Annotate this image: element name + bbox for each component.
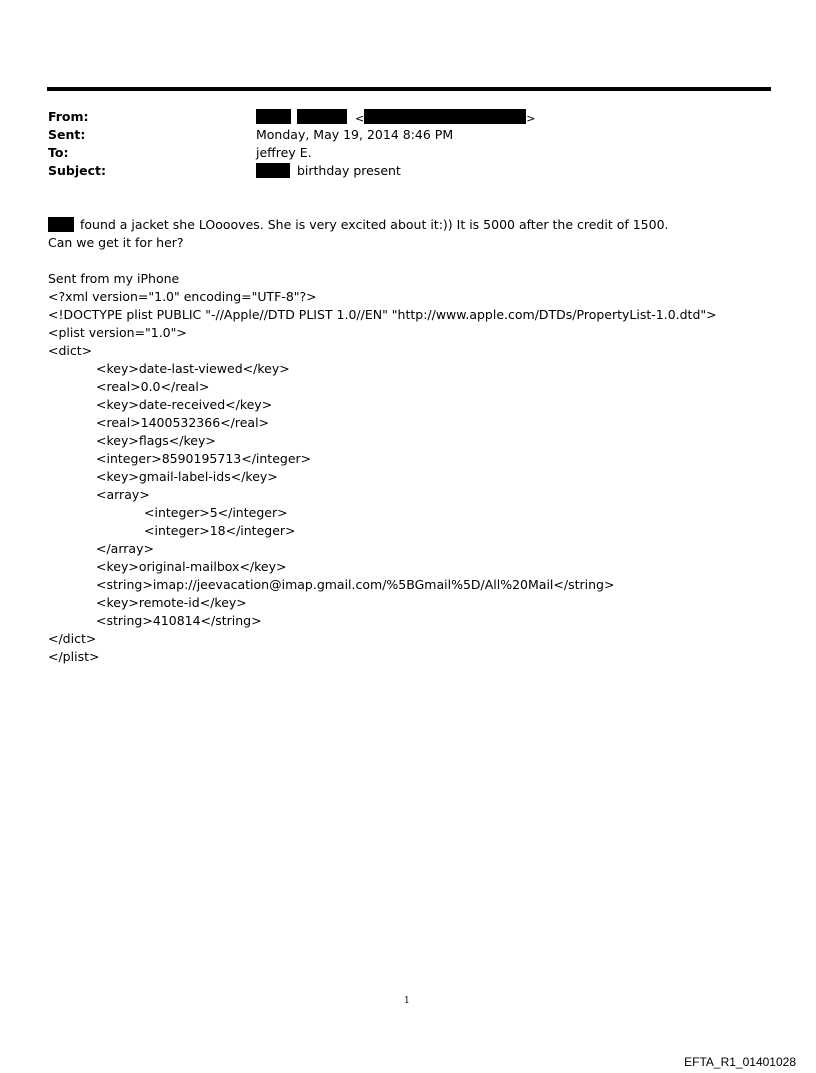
plist-line: </plist> bbox=[48, 649, 100, 664]
subject-value bbox=[256, 162, 401, 180]
subject-label: Subject: bbox=[48, 163, 106, 178]
plist-line: <real>0.0</real> bbox=[96, 379, 210, 394]
plist-line: <?xml version="1.0" encoding="UTF-8"?> bbox=[48, 289, 317, 304]
document-id: EFTA_R1_01401028 bbox=[684, 1055, 796, 1069]
sent-value: Monday, May 19, 2014 8:46 PM bbox=[256, 127, 454, 142]
plist-line: <key>date-received</key> bbox=[96, 397, 273, 412]
redaction-sender-first-name bbox=[256, 109, 291, 124]
plist-line: <real>1400532366</real> bbox=[96, 415, 270, 430]
plist-line: <string>410814</string> bbox=[96, 613, 262, 628]
plist-line: <integer>8590195713</integer> bbox=[96, 451, 312, 466]
redaction-sender-last-name bbox=[297, 109, 347, 124]
to-value: jeffrey E. bbox=[256, 145, 312, 160]
plist-line: </dict> bbox=[48, 631, 97, 646]
plist-line: <dict> bbox=[48, 343, 93, 358]
redaction-subject-name bbox=[256, 163, 290, 178]
from-open-bracket: < bbox=[354, 112, 365, 125]
message-text-1: found a jacket she LOoooves. She is very excited about it:)) It is 5000 after the credit of 1500. bbox=[79, 217, 669, 232]
from-value bbox=[256, 108, 535, 128]
plist-line: <key>date-last-viewed</key> bbox=[96, 361, 290, 376]
redaction-sender-email bbox=[364, 109, 526, 124]
plist-line: <!DOCTYPE plist PUBLIC "-//Apple//DTD PLIST 1.0//EN" "http://www.apple.com/DTDs/PropertyList-1.0.dtd"> bbox=[48, 307, 717, 322]
plist-line: <key>remote-id</key> bbox=[96, 595, 247, 610]
from-label: From: bbox=[48, 109, 89, 124]
plist-line: <integer>5</integer> bbox=[144, 505, 288, 520]
plist-line: <key>gmail-label-ids</key> bbox=[96, 469, 278, 484]
page-number: 1 bbox=[404, 996, 410, 1006]
plist-line: <key>flags</key> bbox=[96, 433, 216, 448]
redaction-body-name bbox=[48, 217, 74, 232]
sent-label: Sent: bbox=[48, 127, 86, 142]
message-line-1 bbox=[48, 216, 669, 234]
signature-line: Sent from my iPhone bbox=[48, 271, 180, 286]
plist-line: <array> bbox=[96, 487, 150, 502]
from-close-bracket: > bbox=[526, 112, 536, 125]
plist-line: <string>imap://jeevacation@imap.gmail.com/%5BGmail%5D/All%20Mail</string> bbox=[96, 577, 615, 592]
plist-line: </array> bbox=[96, 541, 154, 556]
header-divider bbox=[47, 87, 771, 91]
to-label: To: bbox=[48, 145, 69, 160]
message-line-2: Can we get it for her? bbox=[48, 235, 184, 250]
plist-line: <plist version="1.0"> bbox=[48, 325, 187, 340]
plist-line: <integer>18</integer> bbox=[144, 523, 296, 538]
subject-text: birthday present bbox=[296, 163, 401, 178]
plist-line: <key>original-mailbox</key> bbox=[96, 559, 287, 574]
